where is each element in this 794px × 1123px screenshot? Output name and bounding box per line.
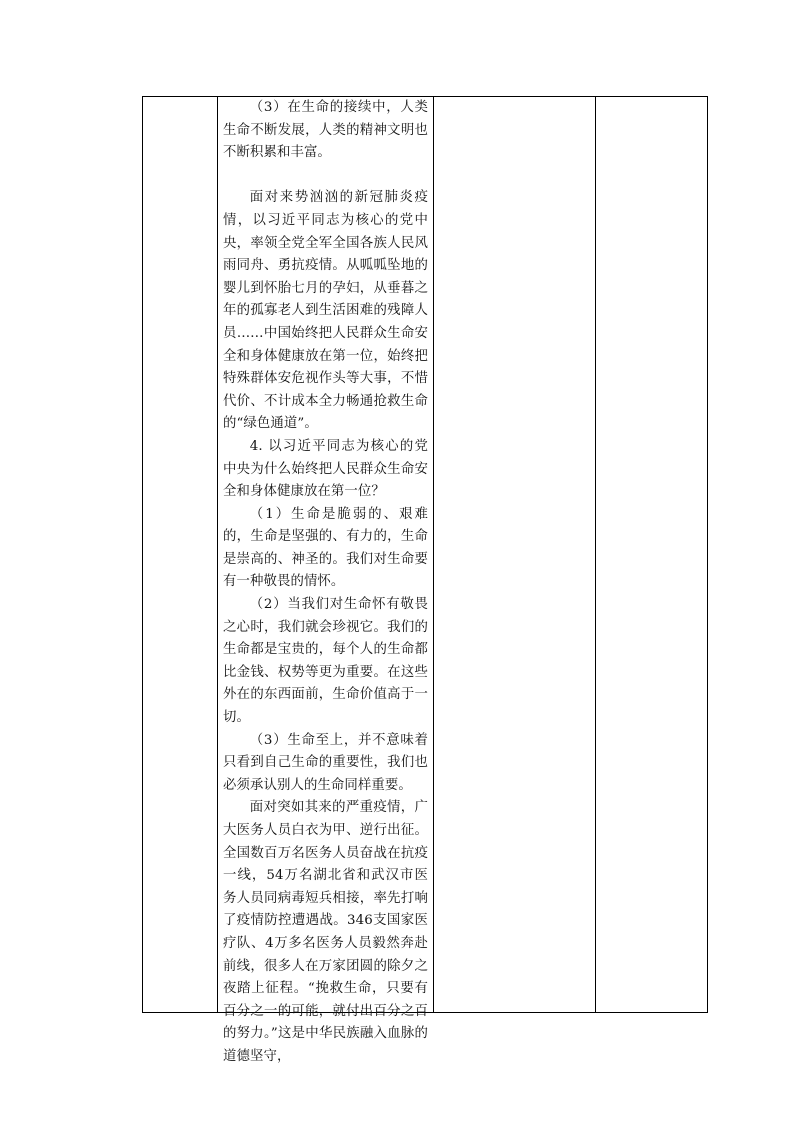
blank-line xyxy=(223,165,428,188)
paragraph-life-continuation: （3）在生命的接续中，人类生命不断发展，人类的精神文明也不断积累和丰富。 xyxy=(223,100,428,161)
paragraph-epidemic-response: 面对来势汹汹的新冠肺炎疫情，以习近平同志为核心的党中央，率领全党全军全国各族人民风雨同舟、勇抗疫情。从呱呱坠地的婴儿到怀胎七月的孕妇，从垂暮之年的孤寡老人到生活困难的残障人员……中国始终把人民群众生命安全和身体健康放在第一位，始终把特殊群体安危视作头等大事，不惜代价、不计成本全力畅通抢救生命的“绿色通道”。 xyxy=(223,190,428,432)
lesson-table xyxy=(142,96,708,1064)
column-divider-3 xyxy=(595,97,596,1012)
answer-point-2: （2）当我们对生命怀有敬畏之心时，我们就会珍视它。我们的生命都是宝贵的，每个人的生命都比金钱、权势等更为重要。在这些外在的东西面前，生命价值高于一切。 xyxy=(223,597,428,726)
paragraph-medical-workers: 面对突如其来的严重疫情，广大医务人员白衣为甲、逆行出征。全国数百万名医务人员奋战在抗疫一线，54万名湖北省和武汉市医务人员同病毒短兵相接，率先打响了疫情防控遭遇战。346支国家医疗队、4万多名医务人员毅然奔赴前线，很多人在万家团圆的除夕之夜踏上征程。“挽救生命，只要有百分之一的可能，就付出百分之百的努力。”这是中华民族融入血脉的道德坚守， xyxy=(223,800,428,1064)
answer-point-3: （3）生命至上，并不意味着只看到自己生命的重要性，我们也必须承认别人的生命同样重要。 xyxy=(223,732,428,793)
answer-point-1: （1）生命是脆弱的、艰难的，生命是坚强的、有力的，生命是崇高的、神圣的。我们对生命要有一种敬畏的情怀。 xyxy=(223,506,428,590)
column-divider-2 xyxy=(433,97,434,1012)
question-4: 4. 以习近平同志为核心的党中央为什么始终把人民群众生命安全和身体健康放在第一位？ xyxy=(223,438,428,500)
content-cell xyxy=(220,97,431,1069)
column-divider-1 xyxy=(217,97,218,1012)
